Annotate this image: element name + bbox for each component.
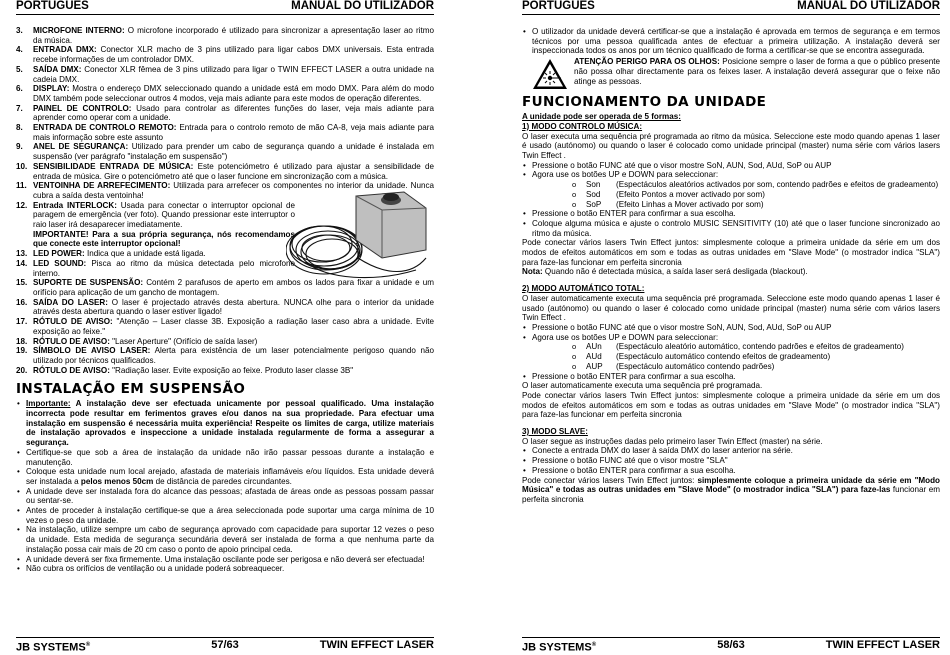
list-item: • Importante: A instalação deve ser efectuada unicamente por pessoal qualificado. Uma instalação incorrecta pode resultar em ferimentos graves e/ou danos na sua propriedade. Para efectuar uma instalação em suspensão é necessária muita experiência! Respeite os limites de carga, utilize materiais de instalação aprovados e inspeccione a unidade instalada regularmente de forma a assegurar a segurança. [16,399,434,448]
list-item: • Pressione o botão ENTER para confirmar a sua escolha. [522,372,940,382]
list-item: 5. SAÍDA DMX: Conector XLR fêmea de 3 pins utilizado para ligar o TWIN EFFECT LASER a outra unidade na cadeia DMX. [16,64,434,84]
list-item: • A unidade deve ser instalada fora do alcance das pessoas; afastada de áreas onde as pessoas possam passar ou sentar-se. [16,487,434,506]
list-item: • A unidade deverá ser fixa firmemente. Uma instalação oscilante pode ser perigosa e não deverá ser efectuada! [16,555,434,565]
list-item: o AUn (Espectáculo aleatório automático, contendo padrões e efeitos de gradeamento) [572,342,940,352]
list-item: 11. VENTOINHA DE ARREFECIMENTO: Utilizada para arrefecer os componentes no interior da unidade. Nunca cubra a saída desta ventoinha! [16,181,434,200]
footer-brand: JB SYSTEMS® [16,641,91,654]
list-item: 3. MICROFONE INTERNO: O microfone incorporado é utilizado para sincronizar a apresentação laser ao ritmo da música. [16,26,434,45]
list-item: • Conecte a entrada DMX do laser à saída DMX do laser anterior na série. [522,446,940,456]
mode2-steps [522,323,940,381]
list-item: 7. PAINEL DE CONTROLO: Usado para controlar as diferentes funções do laser, veja mais adiante para aprender como operar com a unidade. [16,103,434,123]
list-item-interlock: 12. Entrada INTERLOCK: Usada para conectar o interruptor opcional de paragem de emergência (ver foto). Quando pressionar este interruptor o raio laser irá desaparecer imediatamente. IMPORTANTE! Para a sua própria segurança, nós recomendamos que conecte este interruptor opcional! [16,200,295,249]
install-heading: INSTALAÇÃO EM SUSPENSÃO [16,381,246,398]
mode2-text: O laser automaticamente executa uma sequência pré programada. Seleccione este modo quando apenas 1 laser é usado (autónomo) ou quando o laser é colocado como unidade principal (master) numa série com vários lasers Twin Effect . [522,293,940,323]
list-item: o Sod (Efeito Pontos a mover activado por som) [572,190,940,200]
right-page [522,0,940,654]
left-content [16,26,434,574]
mode3-text: O laser segue as instruções dadas pelo primeiro laser Twin Effect (master) na série. [522,436,823,446]
footer-page-number: 58/63 [717,639,745,651]
mode1-chain-text: Pode conectar vários lasers Twin Effect juntos: simplesmente coloque a primeira unidade da série em um dos modos de efeitos automáticos em som e todas as outras unidades em "Slave Mode" (o mostrador indica "SLA") para faze-las funcionar em perfeita sincronia [522,238,940,267]
footer-page-number: 57/63 [211,639,239,651]
list-item: o AUP (Espectáculo automático contendo padrões) [572,362,940,372]
list-item: 16. SAÍDA DO LASER: O laser é projectado através desta abertura. NUNCA olhe para o interior da unidade através desta abertura quando o laser estiver ligado! [16,297,434,317]
list-item: • Pressione o botão ENTER para confirmar a sua escolha. [522,209,940,219]
footer-rule [16,637,434,638]
list-item: • Certifique-se que sob a área de instalação da unidade não irão passar pessoas durante a instalação e manutenção. [16,448,434,467]
list-item: 9. ANEL DE SEGURANÇA: Utilizado para prender um cabo de segurança quando a unidade é instalada em suspensão (ver parágrafo "instalação em suspensão") [16,142,434,162]
operation-heading: FUNCIONAMENTO DA UNIDADE [522,94,767,111]
interlock-important: IMPORTANTE! Para a sua própria segurança, nós recomendamos que conecte este interruptor opcional! [33,229,295,249]
footer-brand: JB SYSTEMS® [522,641,597,654]
list-item: • Não cubra os orifícios de ventilação ou a unidade poderá sobreaquecer. [16,564,434,574]
left-page [16,0,434,654]
header-rule [16,14,434,15]
list-item: 17. RÓTULO DE AVISO: "Atenção – Laser classe 3B. Exposição a radiação laser caso abra a unidade. Evite exposição ao feixe." [16,317,434,336]
mode2-options [532,342,940,371]
list-item: • Coloque esta unidade num local arejado, afastada de materiais inflamáveis e/ou líquidos. Esta unidade deverá ser instalada a pelos menos 50cm de distância de paredes circundantes. [16,467,434,486]
right-header [522,0,940,13]
footer-product: TWIN EFFECT LASER [825,639,940,651]
mode2-title: 2) MODO AUTOMÁTICO TOTAL: [522,284,645,294]
left-footer [16,639,434,652]
footer-rule [522,637,940,638]
right-footer [522,639,940,652]
list-item: • O utilizador da unidade deverá certificar-se que a instalação é aprovada em termos de segurança e em termos técnicos por uma pessoa qualificada antes de efectuar a primeira utilização. A instalação deverá ser inspeccionada todos os anos por um técnico qualificado de forma a certificar-se que se encontra assegurada. [522,27,940,56]
list-item: o Son (Espectáculos aleatórios activados por som, contendo padrões e efeitos de gradeamento) [572,180,940,190]
mode1-note: Nota: Quando não é detectada música, a saída laser será desligada (blackout). [522,267,808,277]
list-item: 14. LED SOUND: Pisca ao ritmo da música detectada pelo microfone interno. [16,258,295,278]
list-item: • Agora use os botões UP e DOWN para seleccionar: o AUn (Espectáculo aleatório automático, contendo padrões e efeitos de gradeamento) o AUd (Espectáculo automático contendo efeitos de gradeamento) o AUP (Espectáculo automático contendo padrões) [522,333,940,372]
install-bullets [16,399,434,574]
mode1-options [532,180,940,209]
intro-list [522,27,940,56]
list-item: 18. RÓTULO DE AVISO: "Laser Aperture" (Orifício de saída laser) [16,336,258,346]
list-item: 4. ENTRADA DMX: Conector XLR macho de 3 pins utilizado para ligar cabos DMX universais. Esta entrada recebe informações de um controlador DMX. [16,45,434,65]
list-item: 10. SENSIBILIDADE ENTRADA DE MÚSICA: Este potenciómetro é utilizado para ajustar a sensibilidade de entrada de música. Gire o potenciómetro até que o laser funcione em sincronização com a música. [16,161,434,181]
left-header [16,0,434,13]
list-item: o SoP (Efeito Linhas a Mover activado por som) [572,200,940,210]
list-item: 8. ENTRADA DE CONTROLO REMOTO: Entrada para o controlo remoto de mão CA-8, veja mais adiante para mais informação sobre este assunto [16,123,434,142]
list-item: 19. SÍMBOLO DE AVISO LASER: Alerta para existência de um laser potencialmente perigoso quando não utilizado por técnicos qualificados. [16,346,434,365]
header-language: PORTUGUÊS [16,0,89,12]
mode2-chain-text: Pode conectar vários lasers Twin Effect juntos: simplesmente coloque a primeira unidade da série em um dos modos de efeitos automáticos em som e todas as outras unidades em "Slave Mode" (o mostrador indica "SLA") para faze-las funcionar em perfeita sincronia [522,390,940,420]
eye-warning: ATENÇÃO PERIGO PARA OS OLHOS: Posicione sempre o laser de forma a que o público presente não possa olhar directamente para os feixes laser. A instalação deverá assegurar que o feixe não atinge as pessoas. [522,57,940,86]
right-content [522,27,940,505]
list-item: • Pressione o botão FUNC até que o visor mostre SoN, AUN, Sod, AUd, SoP ou AUP [522,161,940,171]
list-item: • Coloque alguma música e ajuste o controlo MUSIC SENSITIVITY (10) até que o laser funcione sincronizado ao ritmo da música. [522,219,940,238]
list-item: 20. RÓTULO DE AVISO: "Radiação laser. Evite exposição ao feixe. Produto laser classe 3B" [16,365,354,375]
mode1-text: O laser executa uma sequência pré programada ao ritmo da música. Seleccione este modo quando apenas 1 laser é usado (autónomo) ou quando o laser é colocado como unidade principal (master) numa série com vários lasers Twin Effect . [522,131,940,161]
eye-warning-label: ATENÇÃO PERIGO PARA OS OLHOS: [574,57,720,67]
header-manual-title: MANUAL DO UTILIZADOR [797,0,940,12]
mode1-title: 1) MODO CONTROLO MÚSICA: [522,121,643,131]
list-item: 6. DISPLAY: Mostra o endereço DMX seleccionado quando a unidade está em modo DMX. Para além do modo DMX também pode seleccionar outros 4 modos, veja mais adiante para este modos de operação diferentes. [16,84,434,103]
mode2-text-2: O laser automaticamente executa uma sequência pré programada. [522,381,763,391]
footer-product: TWIN EFFECT LASER [319,639,434,651]
list-item: • Antes de proceder à instalação certifique-se que a área seleccionada pode suportar uma carga mínima de 10 vezes o peso da unidade. [16,506,434,525]
mode3-title: 3) MODO SLAVE: [522,427,588,437]
list-item: • Pressione o botão FUNC até que o visor mostre SoN, AUN, Sod, AUd, SoP ou AUP [522,323,940,333]
list-item: • Pressione o botão ENTER para confirmar a sua escolha. [522,466,940,476]
modes-intro: A unidade pode ser operada de 5 formas: [522,112,681,122]
mode1-steps [522,161,940,239]
list-item: o AUd (Espectáculo automático contendo efeitos de gradeamento) [572,352,940,362]
mode3-steps [522,446,940,475]
list-item: 15. SUPORTE DE SUSPENSÃO: Contém 2 parafusos de aperto em ambos os lados para fixar a unidade e um orifício para aplicação de um gancho de montagem. [16,278,435,297]
header-manual-title: MANUAL DO UTILIZADOR [291,0,434,12]
mode3-chain-text: Pode conectar vários lasers Twin Effect juntos: simplesmente coloque a primeira unidade da série em "Modo Música" e todas as outras unidades em "Slave Mode" (o mostrador indica "SLA") para faze-las funcionar em perfeita sincronia [522,475,940,504]
header-language: PORTUGUÊS [522,0,595,12]
list-item: • Pressione o botão FUNC até que o visor mostre "SLA" [522,456,940,466]
laser-warning-icon [532,58,568,90]
list-item: • Agora use os botões UP e DOWN para seleccionar: o Son (Espectáculos aleatórios activados por som, contendo padrões e efeitos de gradeamento) o Sod (Efeito Pontos a mover activado por som) o SoP (Efeito Linhas a Mover activado por som) [522,170,940,209]
interlock-switch-photo [286,188,432,284]
list-item: 13. LED POWER: Indica que a unidade está ligada. [16,249,206,259]
list-item: • Na instalação, utilize sempre um cabo de segurança aprovado com capacidade para suportar 12 vezes o peso da unidade. Esta medida de segurança secundária deverá ser instalada de forma a que nenhuma parte da instalação possa cair mais de 20 cm caso o ponto de apoio principal ceda. [16,525,434,554]
header-rule [522,14,940,15]
